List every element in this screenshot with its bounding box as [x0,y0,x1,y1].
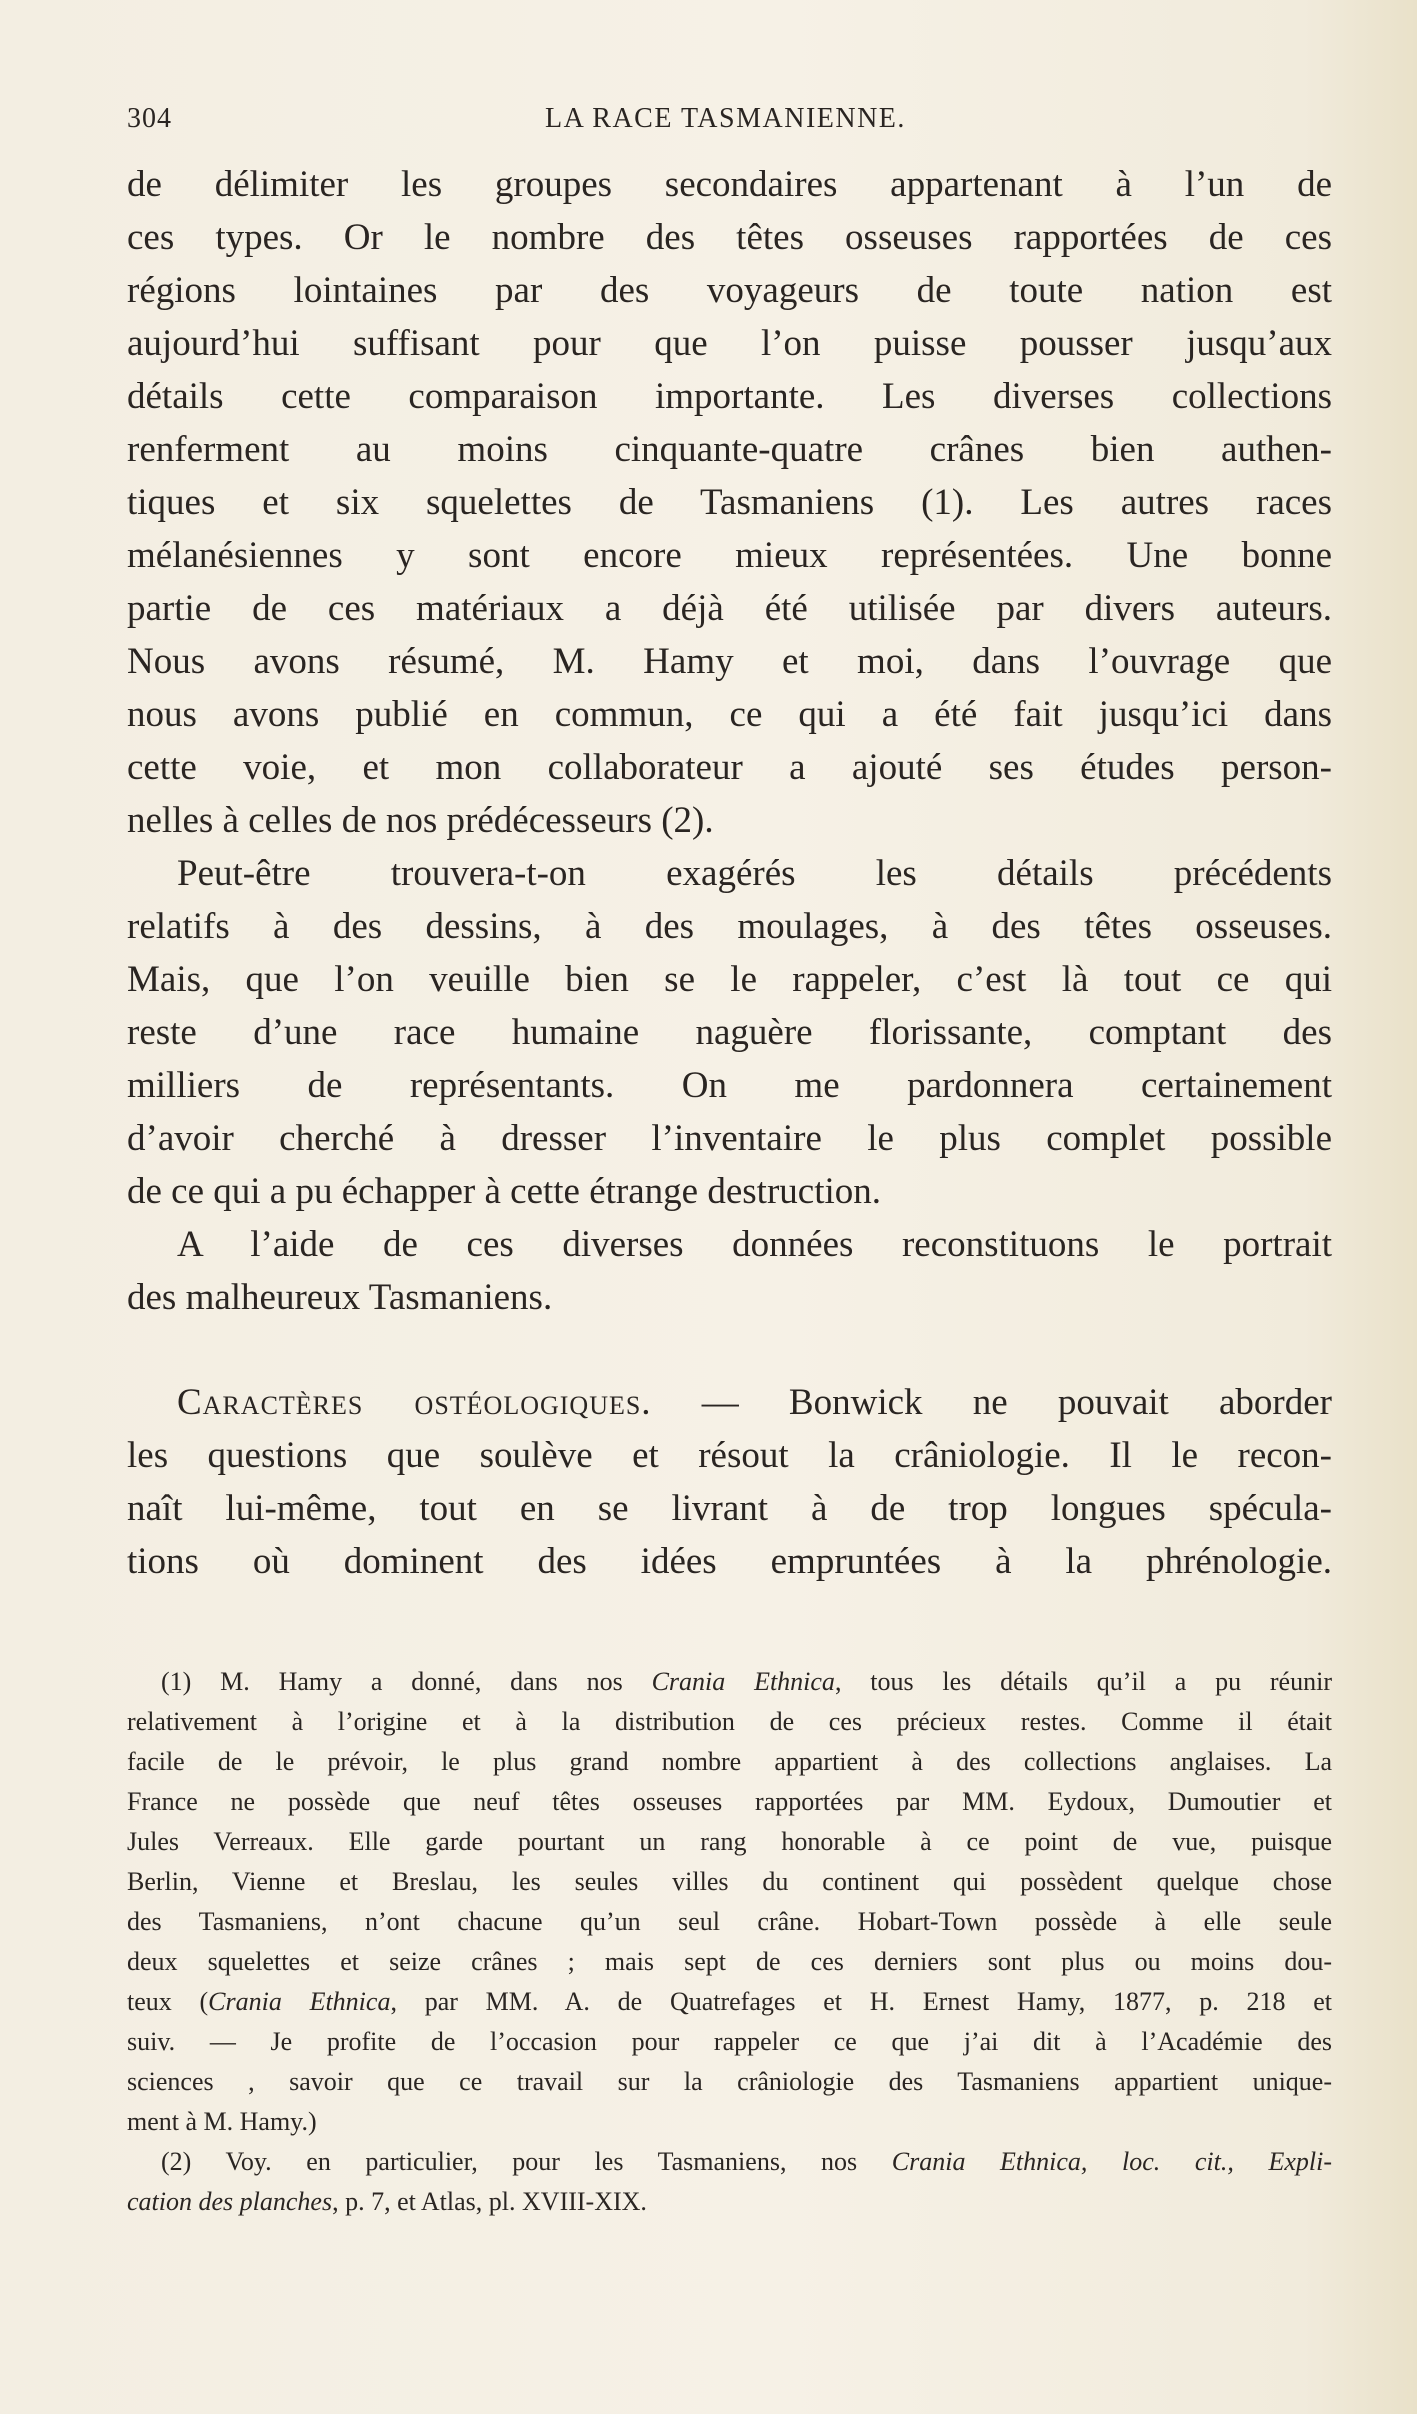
text-line: régions lointaines par des voyageurs de toute nation est [127,270,1332,311]
footnote-1-line: suiv. — Je profite de l’occasion pour rappeler ce que j’ai dit à l’Académie des [127,2027,1332,2056]
running-head: LA RACE TASMANIENNE. [545,103,906,134]
text-line: naît lui-même, tout en se livrant à de trop longues spécula- [127,1488,1332,1529]
text-line: renferment au moins cinquante-quatre crânes bien authen- [127,429,1332,470]
footnote-text: , par MM. A. de Quatrefages et H. Ernest Hamy, 1877, p. 218 et [390,1987,1332,2016]
footnote-1-line: Jules Verreaux. Elle garde pourtant un rang honorable à ce point de vue, puisque [127,1827,1332,1856]
section-gap [127,1324,1332,1376]
paragraph-end-line: de ce qui a pu échapper à cette étrange destruction. [127,1171,882,1212]
text-line: Mais, que l’on veuille bien se le rappeler, c’est là tout ce qui [127,959,1332,1000]
footnote-1-line: des Tasmaniens, n’ont chacune qu’un seul crâne. Hobart-Town possède à elle seule [127,1907,1332,1936]
text-line: nous avons publié en commun, ce qui a été fait jusqu’ici dans [127,694,1332,735]
footnote-1-line: ment à M. Hamy.) [127,2107,317,2136]
section-first-line [127,1376,1332,1429]
text-line: tiques et six squelettes de Tasmaniens (1). Les autres races [127,482,1332,523]
footnote-text: teux ( [127,1987,209,2016]
text-line: mélanésiennes y sont encore mieux représentées. Une bonne [127,535,1332,576]
text-line: cette voie, et mon collaborateur a ajouté ses études person- [127,747,1332,788]
body-text [127,158,1332,1588]
text-line: partie de ces matériaux a déjà été utilisée par divers auteurs. [127,588,1332,629]
footnote-italic-title: Crania Ethnica [651,1667,835,1696]
text-line: relatifs à des dessins, à des moulages, à des têtes osseuses. [127,906,1332,947]
text-line: détails cette comparaison importante. Les diverses collections [127,376,1332,417]
section-heading-rest: — Bonwick ne pouvait aborder [651,1382,1332,1423]
footnote-1-line [127,1982,1332,2022]
text-line: aujourd’hui suffisant pour que l’on puisse pousser jusqu’aux [127,323,1332,364]
text-line: tions où dominent des idées empruntées à la phrénologie. [127,1541,1332,1582]
footnote-text: , tous les détails qu’il a pu réunir [834,1667,1332,1696]
footnote-italic-title: cation des planches [127,2187,333,2216]
text-line: ces types. Or le nombre des têtes osseuses rapportées de ces [127,217,1332,258]
footnote-1-line: facile de le prévoir, le plus grand nombre appartient à des collections anglaises. La [127,1747,1332,1776]
paragraph-start-line: A l’aide de ces diverses données reconstituons le portrait [177,1224,1332,1265]
paragraph-end-line: des malheureux Tasmaniens. [127,1277,553,1318]
paragraph-end-line: nelles à celles de nos prédécesseurs (2). [127,800,714,841]
footnote-italic-title: Crania Ethnica [208,1987,391,2016]
footnote-italic-title: Crania Ethnica, loc. cit., Expli- [891,2147,1332,2176]
footnote-text: (1) M. Hamy a donné, dans nos [161,1667,652,1696]
footnote-1-line: France ne possède que neuf têtes osseuses rapportées par MM. Eydoux, Dumoutier et [127,1787,1332,1816]
text-line: les questions que soulève et résout la crâniologie. Il le recon- [127,1435,1332,1476]
section-heading: Caractères ostéologiques. [177,1382,652,1423]
footnote-text: , p. 7, et Atlas, pl. XVIII-XIX. [332,2187,647,2216]
footnote-1-line: relativement à l’origine et à la distribution de ces précieux restes. Comme il était [127,1707,1332,1736]
footnote-2-line [127,2182,1332,2222]
text-line: d’avoir cherché à dresser l’inventaire le plus complet possible [127,1118,1332,1159]
footnote-1-line [127,1662,1332,1702]
text-line: reste d’une race humaine naguère florissante, comptant des [127,1012,1332,1053]
footnote-text: (2) Voy. en particulier, pour les Tasmaniens, nos [161,2147,892,2176]
footnote-1-line: sciences , savoir que ce travail sur la crâniologie des Tasmaniens appartient unique- [127,2067,1332,2096]
footnotes [127,1662,1332,2222]
text-line: de délimiter les groupes secondaires appartenant à l’un de [127,164,1332,205]
text-line: Nous avons résumé, M. Hamy et moi, dans l’ouvrage que [127,641,1332,682]
footnote-1-line: deux squelettes et seize crânes ; mais sept de ces derniers sont plus ou moins dou- [127,1947,1332,1976]
footnote-1-line: Berlin, Vienne et Breslau, les seules villes du continent qui possèdent quelque chose [127,1867,1332,1896]
page-header [127,103,1327,143]
text-line: milliers de représentants. On me pardonnera certainement [127,1065,1332,1106]
paragraph-start-line: Peut-être trouvera-t-on exagérés les détails précédents [177,853,1332,894]
page-number: 304 [127,103,172,134]
footnote-2-line [127,2142,1332,2182]
